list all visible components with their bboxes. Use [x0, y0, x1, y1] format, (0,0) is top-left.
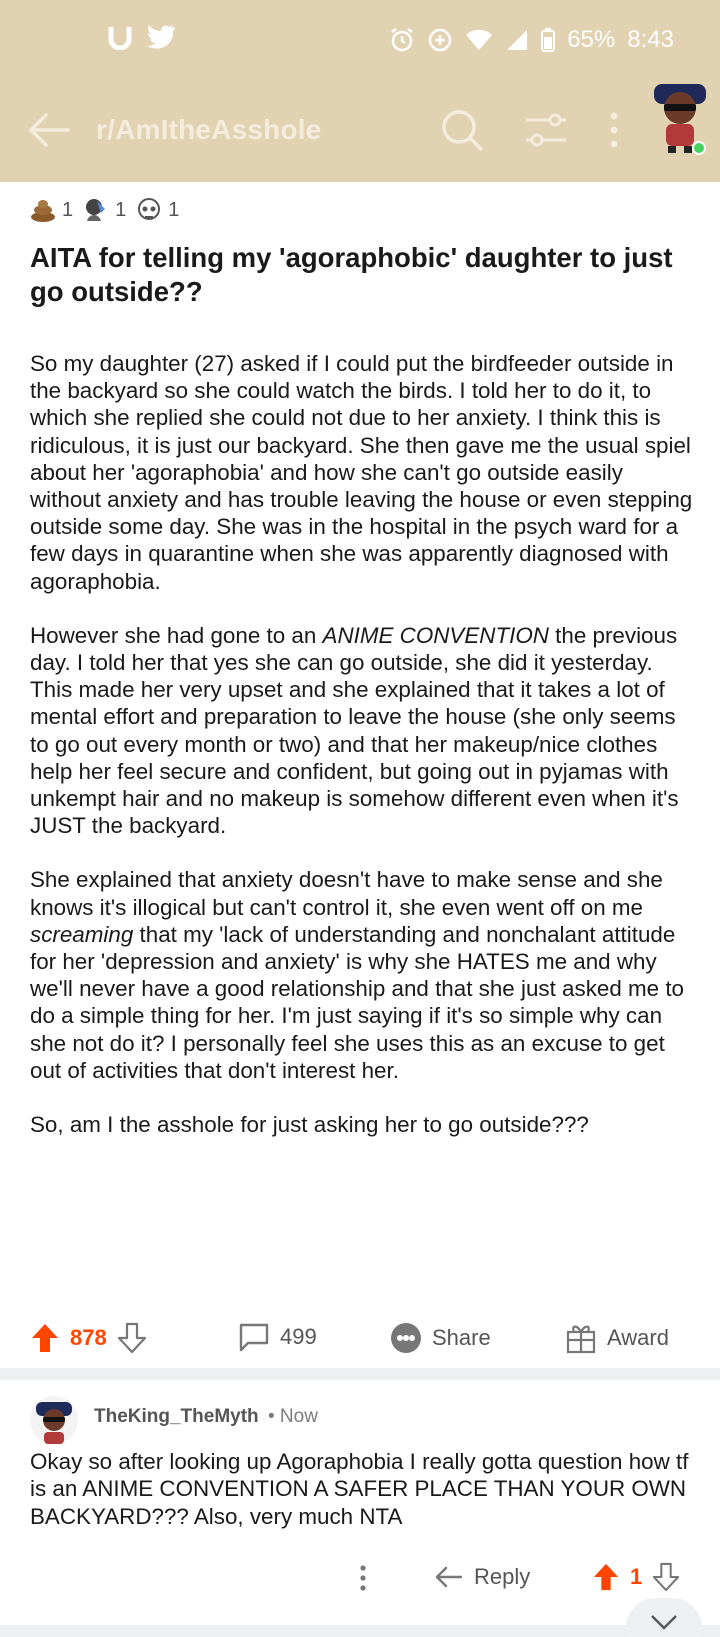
notification-icons	[108, 24, 176, 50]
downvote-arrow-icon[interactable]	[117, 1322, 147, 1354]
upvote-arrow-icon[interactable]	[592, 1562, 620, 1592]
comments-button[interactable]	[238, 1322, 317, 1352]
vote-control	[30, 1322, 147, 1354]
status-bar	[0, 0, 720, 82]
text-span: the previous day. I told her that yes she can go outside, she did it yesterday. This made her very upset and she explained that it takes a lot of mental effort and preparation to leave the house (she only seems to go out every month or two) and that her makeup/nice clothes help her feel secure and confident, but going out in pyjamas with unkempt hair and no makeup is somehow different even when it's JUST the backyard.	[30, 622, 679, 839]
subreddit-toolbar	[0, 94, 720, 166]
award-label: Award	[607, 1325, 669, 1350]
subreddit-name[interactable]: r/AmItheAsshole	[96, 114, 322, 145]
search-icon[interactable]	[440, 108, 484, 152]
reply-button[interactable]	[434, 1564, 530, 1590]
emphasis-text: screaming	[30, 921, 134, 947]
comment-more-icon[interactable]	[358, 1564, 368, 1592]
post-body	[30, 350, 698, 1165]
twitter-icon	[146, 24, 176, 50]
award-item	[83, 197, 126, 223]
skull-award-icon	[136, 197, 162, 223]
post-paragraph	[30, 866, 698, 1084]
section-divider	[0, 1368, 720, 1380]
comment-author[interactable]: TheKing_TheMyth	[94, 1406, 259, 1427]
award-count: 1	[168, 198, 180, 221]
comment-bubble-icon	[238, 1322, 270, 1352]
collapse-thread-button[interactable]	[626, 1598, 702, 1637]
award-item	[136, 197, 179, 223]
comment-body: Okay so after looking up Agoraphobia I really gotta question how tf is an ANIME CONVENTION A SAFER PLACE THAN YOUR OWN BACKYARD??? Also, very much NTA	[30, 1449, 689, 1529]
data-saver-icon	[427, 27, 453, 53]
battery-icon	[541, 28, 555, 52]
status-indicators	[389, 26, 674, 54]
chevron-down-icon	[650, 1614, 678, 1630]
share-button[interactable]	[390, 1322, 491, 1354]
back-arrow-icon[interactable]	[26, 110, 70, 150]
award-count: 1	[115, 198, 127, 221]
comment-count: 499	[280, 1324, 317, 1349]
post-paragraph: So, am I the asshole for just asking her to go outside???	[30, 1112, 589, 1138]
post-paragraph: So my daughter (27) asked if I could put the birdfeeder outside in the backyard so she could watch the birds. I told her to do it, to which she replied she could not due to her anxiety. I think this is ridiculous, it is just our backyard. She then gave me the usual spiel about her 'agoraphobia' and how she can't go outside easily without anxiety and has trouble leaving the house or even stepping outside some day. She was in the hospital in the psych ward for a few days in quarantine when she was apparently diagnosed with agoraphobia.	[30, 351, 693, 594]
emphasis-text: ANIME CONVENTION	[322, 622, 549, 648]
awards-row[interactable]	[30, 197, 179, 223]
post-paragraph	[30, 622, 698, 840]
upvote-arrow-icon[interactable]	[30, 1322, 60, 1354]
comment-actions	[0, 1558, 720, 1602]
poop-award-icon	[30, 198, 56, 222]
gift-icon	[565, 1322, 597, 1354]
comment-vote-control	[592, 1562, 680, 1592]
text-span: that my 'lack of understanding and nonchalant attitude for her 'depression and anxiety' is why she HATES me and why we'll never have a good relationship and that she just asked me to do a simple thing for her. I'm just saying if it's so simple why can she not do it? I personally feel she uses this as an excuse to get out of activities that don't interest her.	[30, 921, 685, 1083]
upvote-count: 878	[70, 1325, 107, 1350]
battery-percent: 65%	[567, 26, 616, 53]
app-header-background	[0, 0, 720, 182]
more-options-icon[interactable]	[606, 110, 622, 150]
share-label: Share	[432, 1325, 491, 1350]
award-button[interactable]	[565, 1322, 669, 1354]
signal-icon	[505, 28, 529, 52]
downvote-arrow-icon[interactable]	[652, 1562, 680, 1592]
facepalm-award-icon	[83, 197, 109, 223]
award-count: 1	[62, 198, 74, 221]
comment-vote-count: 1	[630, 1564, 643, 1589]
reply-arrow-icon	[434, 1565, 464, 1589]
wifi-icon	[465, 28, 493, 52]
comment-time: • Now	[268, 1406, 318, 1427]
alarm-icon	[389, 27, 415, 53]
post-actions-bar	[0, 1314, 720, 1364]
award-item	[30, 198, 73, 222]
text-span: However she had gone to an	[30, 622, 323, 648]
commenter-avatar[interactable]	[30, 1396, 78, 1444]
filter-icon[interactable]	[522, 110, 570, 150]
text-span: She explained that anxiety doesn't have to make sense and she knows it's illogical but can't control it, she even went off on me	[30, 867, 663, 920]
u-icon	[108, 24, 132, 50]
share-icon	[390, 1322, 422, 1354]
section-divider	[0, 1625, 720, 1637]
online-status-dot	[692, 141, 706, 155]
clock: 8:43	[627, 26, 674, 53]
reply-label: Reply	[474, 1564, 531, 1589]
post-title: AITA for telling my 'agoraphobic' daughter to just go outside??	[30, 242, 673, 307]
